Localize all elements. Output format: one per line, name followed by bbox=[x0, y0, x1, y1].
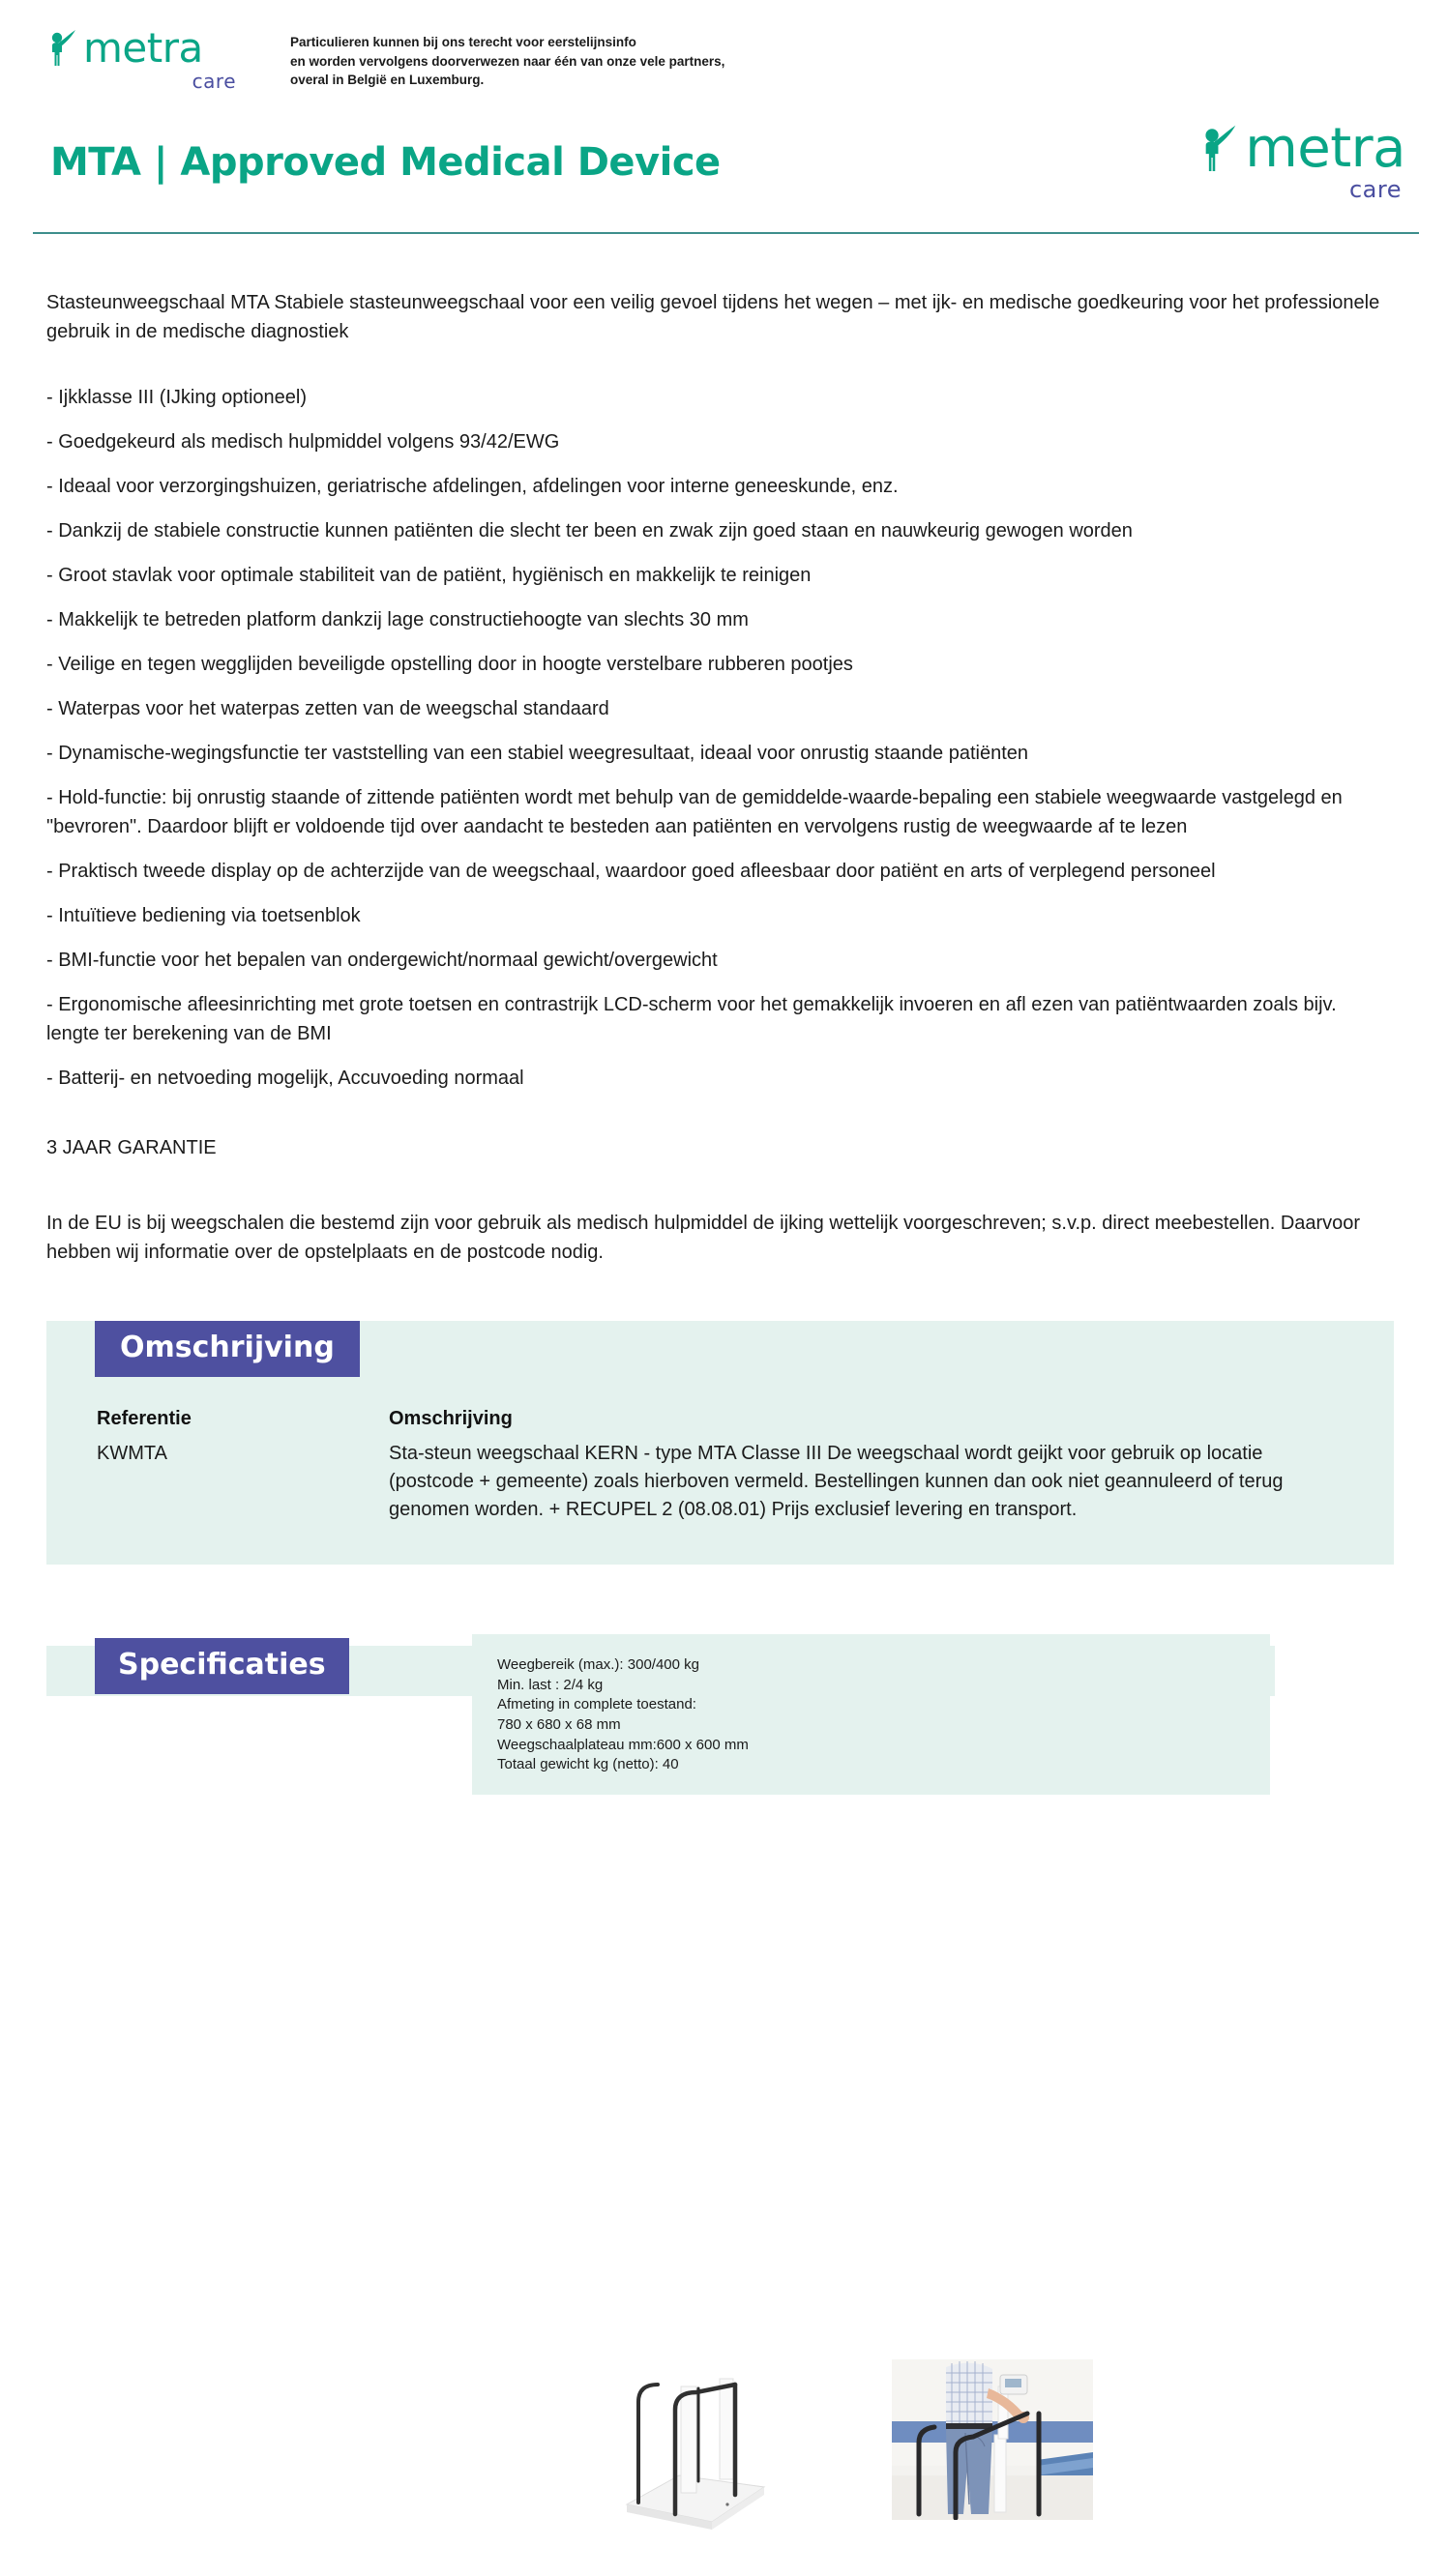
spec-item: Totaal gewicht kg (netto): 40 bbox=[497, 1756, 679, 1773]
feature-item: - Dankzij de stabiele constructie kunnen patiënten die slecht ter been en zwak zijn goed staan en nauwkeurig gewogen worden bbox=[46, 520, 1133, 542]
page-title: MTA | Approved Medical Device bbox=[50, 140, 721, 185]
feature-item: - Goedgekeurd als medisch hulpmiddel volgens 93/42/EWG bbox=[46, 431, 560, 453]
reference-value: KWMTA bbox=[97, 1443, 167, 1464]
feature-item: - Makkelijk te betreden platform dankzij lage constructiehoogte van slechts 30 mm bbox=[46, 609, 749, 630]
spec-item: Weegschaalplateau mm:600 x 600 mm bbox=[497, 1736, 749, 1753]
feature-list bbox=[46, 383, 1394, 1093]
product-photo-in-use bbox=[892, 2359, 1093, 2520]
spec-item: 780 x 680 x 68 mm bbox=[497, 1716, 621, 1734]
reference-column-header: Referentie bbox=[97, 1408, 192, 1429]
feature-item: - Veilige en tegen wegglijden beveiligde opstelling door in hoogte verstelbare rubberen pootjes bbox=[46, 654, 853, 675]
product-gallery bbox=[0, 2359, 1448, 2576]
feature-item: - Intuïtieve bediening via toetsenblok bbox=[46, 905, 361, 926]
person-checkmark-icon bbox=[1198, 124, 1243, 174]
product-photo-scale bbox=[619, 2359, 783, 2533]
feature-item: - BMI-functie voor het bepalen van ondergewicht/normaal gewicht/overgewicht bbox=[46, 950, 718, 971]
brand-wordmark: metra bbox=[83, 24, 203, 73]
omschrijving-badge: Omschrijving bbox=[95, 1321, 360, 1377]
specificaties-section bbox=[46, 1625, 1394, 1773]
specificaties-list bbox=[472, 1634, 1270, 1795]
main-content bbox=[0, 234, 1448, 1773]
reference-column bbox=[97, 1408, 377, 1524]
feature-item: - Praktisch tweede display op de achterzijde van de weegschaal, waardoor goed afleesbaar door patiënt en arts of verplegend personeel bbox=[46, 861, 1216, 882]
spec-item: Weegbereik (max.): 300/400 kg bbox=[497, 1656, 699, 1673]
feature-item: - Ideaal voor verzorgingshuizen, geriatrische afdelingen, afdelingen voor interne geneeskunde, enz. bbox=[46, 476, 899, 497]
tagline-line-2: en worden vervolgens doorverwezen naar één van onze vele partners, bbox=[290, 53, 725, 69]
description-value: Sta-steun weegschaal KERN - type MTA Classe III De weegschaal wordt geijkt voor gebruik op locatie (postcode + gemeente) zoals hierboven vermeld. Bestellingen kunnen dan ook niet geannuleerd of terug genomen worden. + RECUPEL 2 (08.08.01) Prijs exclusief levering en transport. bbox=[389, 1443, 1284, 1520]
brand-logo-large bbox=[1198, 117, 1405, 203]
warranty-text: 3 JAAR GARANTIE bbox=[46, 1137, 217, 1158]
feature-item: - Dynamische-wegingsfunctie ter vaststelling van een stabiel weegresultaat, ideaal voor onrustig staande patiënten bbox=[46, 743, 1029, 764]
brand-sub-wordmark: care bbox=[192, 70, 236, 93]
brand-sub-wordmark: care bbox=[1348, 176, 1402, 203]
feature-item: - Batterij- en netvoeding mogelijk, Accuvoeding normaal bbox=[46, 1068, 524, 1089]
omschrijving-panel bbox=[46, 1321, 1394, 1565]
feature-item: - Waterpas voor het waterpas zetten van de weegschal standaard bbox=[46, 698, 609, 719]
header-tagline bbox=[290, 27, 724, 90]
spec-item: Afmeting in complete toestand: bbox=[497, 1696, 696, 1713]
feature-item: - Ergonomische afleesinrichting met grote toetsen en contrastrijk LCD-scherm voor het gemakkelijk invoeren en afl ezen van patiëntwaarden zoals bijv. lengte ter berekening van de BMI bbox=[46, 994, 1337, 1044]
tagline-line-1: Particulieren kunnen bij ons terecht voor eerstelijnsinfo bbox=[290, 35, 636, 49]
eu-calibration-note: In de EU is bij weegschalen die bestemd zijn voor gebruik als medisch hulpmiddel de ijking wettelijk voorgeschreven; s.v.p. direct meebestellen. Daarvoor hebben wij informatie over de opstelplaats en de postcode nodig. bbox=[46, 1213, 1361, 1263]
brand-logo bbox=[46, 24, 240, 93]
omschrijving-table bbox=[46, 1377, 1394, 1524]
specificaties-badge: Specificaties bbox=[95, 1638, 349, 1694]
brand-wordmark: metra bbox=[1245, 117, 1405, 181]
page-header bbox=[0, 0, 1448, 93]
person-checkmark-icon bbox=[46, 29, 81, 68]
title-band bbox=[0, 93, 1448, 203]
intro-paragraph: Stasteunweegschaal MTA Stabiele stasteunweegschaal voor een veilig gevoel tijdens het wegen – met ijk- en medische goedkeuring voor het professionele gebruik in de medische diagnostiek bbox=[46, 292, 1380, 342]
feature-item: - Ijkklasse III (IJking optioneel) bbox=[46, 387, 307, 408]
description-column bbox=[389, 1408, 1340, 1524]
feature-item: - Hold-functie: bij onrustig staande of zittende patiënten wordt met behulp van de gemiddelde-waarde-bepaling een stabiele weegwaarde vastgelegd en "bevroren". Daardoor blijft er voldoende tijd over aandacht te besteden aan patiënten en vervolgens rustig de weegwaarde af te lezen bbox=[46, 787, 1343, 837]
tagline-line-3: overal in België en Luxemburg. bbox=[290, 73, 485, 88]
feature-item: - Groot stavlak voor optimale stabiliteit van de patiënt, hygiënisch en makkelijk te reinigen bbox=[46, 565, 812, 586]
description-column-header: Omschrijving bbox=[389, 1408, 513, 1429]
spec-item: Min. last : 2/4 kg bbox=[497, 1676, 604, 1693]
